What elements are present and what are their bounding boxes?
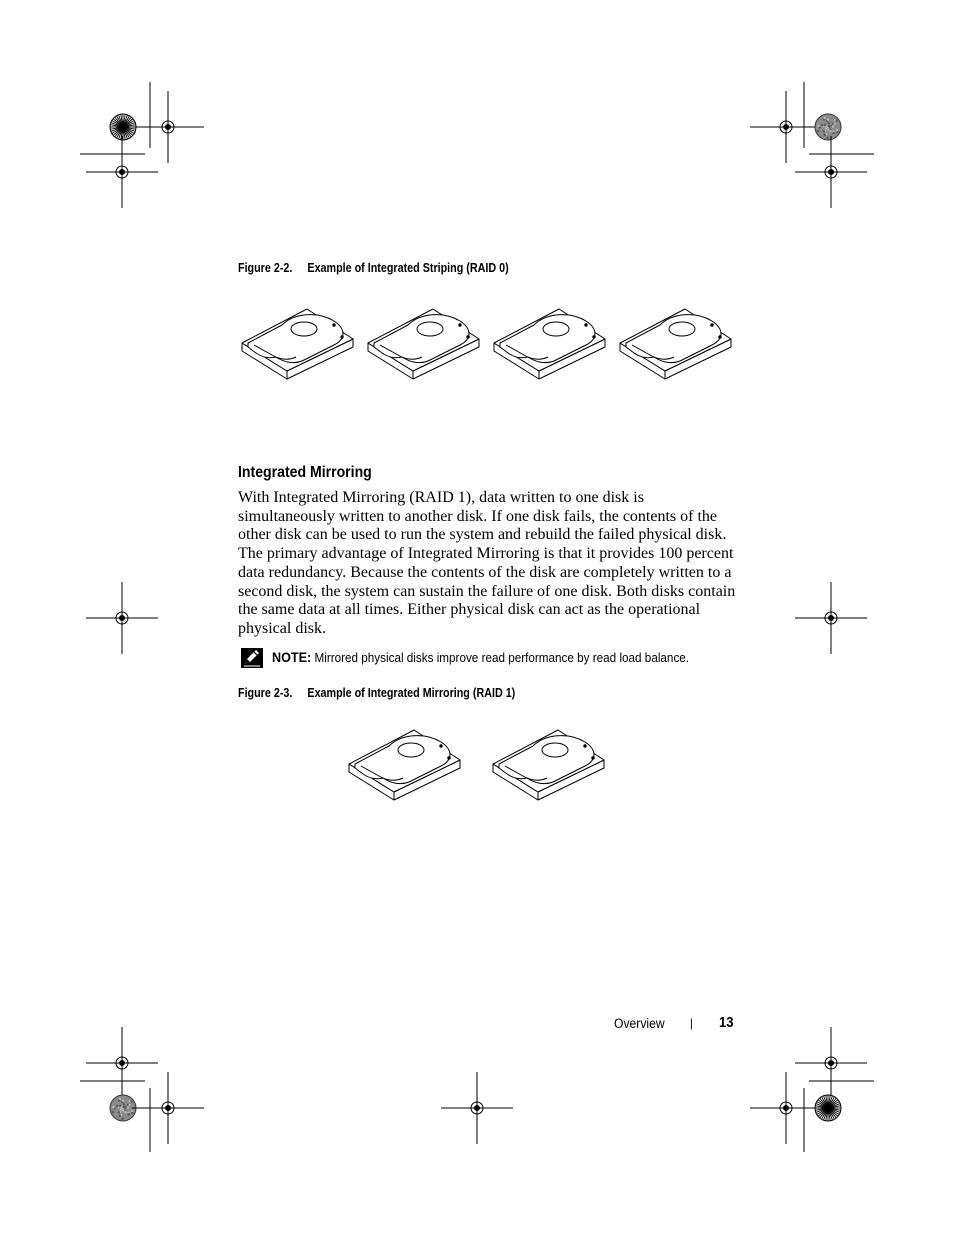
paragraph-line: The primary advantage of Integrated Mirroring is that it provides 100 percent xyxy=(238,545,734,563)
paragraph-line: physical disk. xyxy=(238,619,326,637)
section-heading: Integrated Mirroring xyxy=(238,464,372,481)
figure-2-2-title: Example of Integrated Striping (RAID 0) xyxy=(307,261,509,275)
paragraph-line: other disk can be used to run the system and rebuild the failed physical disk. xyxy=(238,526,727,544)
figure-2-2-number: Figure 2-2. xyxy=(238,261,293,275)
footer-section-name: Overview xyxy=(614,1016,665,1031)
paragraph-line: second disk, the system can sustain the failure of one disk. Both disks contain xyxy=(238,582,736,600)
hard-disk-icon xyxy=(349,730,460,800)
paragraph-line: the same data at all times. Either physical disk can act as the operational xyxy=(238,601,701,619)
figure-2-3-title: Example of Integrated Mirroring (RAID 1) xyxy=(307,686,516,700)
paragraph-line: simultaneously written to another disk. If one disk fails, the contents of the xyxy=(238,507,718,525)
note-text: Mirrored physical disks improve read performance by read load balance. xyxy=(314,650,690,665)
footer-separator: | xyxy=(690,1016,693,1030)
note-label: NOTE: xyxy=(272,649,312,665)
paragraph-line: data redundancy. Because the contents of the disk are completely written to a xyxy=(238,563,732,581)
paragraph-line: With Integrated Mirroring (RAID 1), data written to one disk is xyxy=(238,489,644,506)
page-number: 13 xyxy=(719,1015,734,1031)
hard-disk-icon xyxy=(493,730,604,800)
figure-2-3-number: Figure 2-3. xyxy=(238,686,293,700)
